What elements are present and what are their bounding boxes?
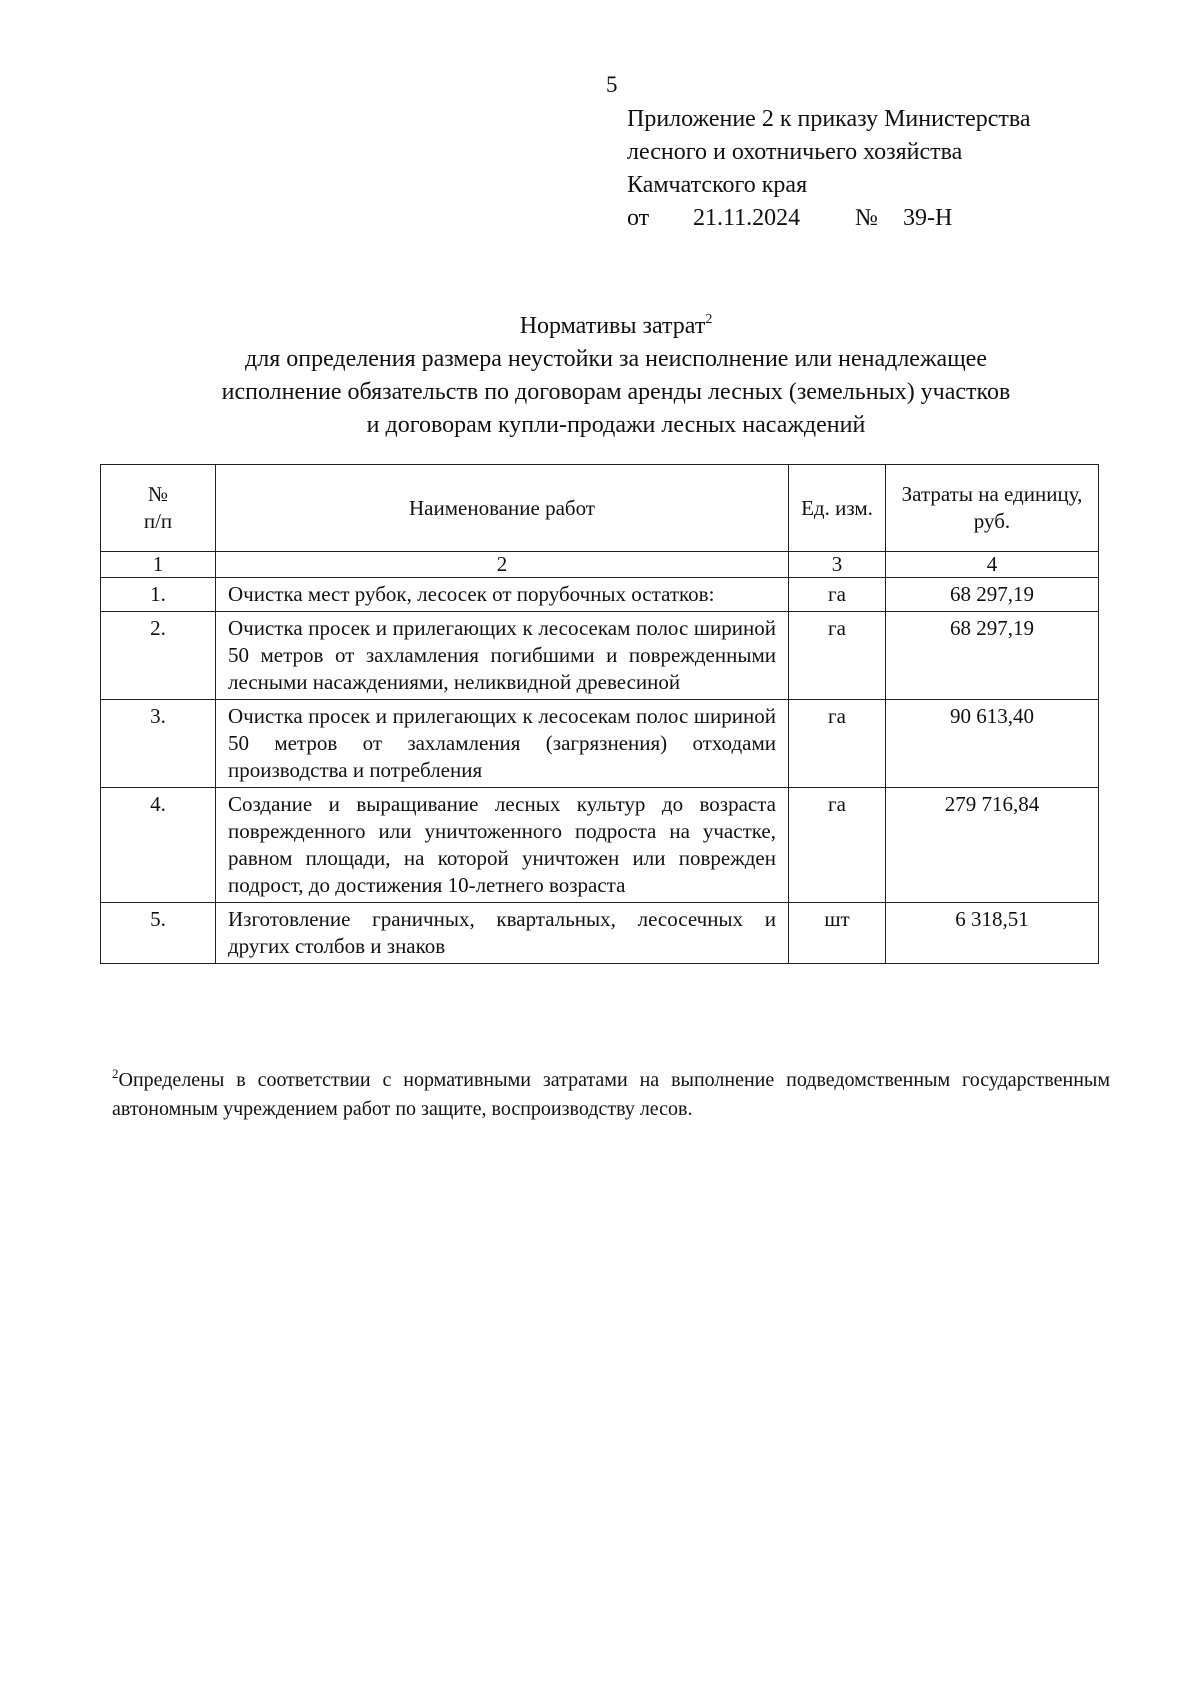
document-title — [0, 303, 1200, 442]
column-number-row — [101, 552, 1099, 578]
row-work-name: Очистка просек и прилегающих к лесосекам полос шириной 50 метров от захламления погибшими и поврежденными лесными насаждениями, неликвидной древесиной — [216, 612, 789, 700]
column-number: 2 — [216, 552, 789, 578]
table-row — [101, 788, 1099, 903]
footnote — [112, 1059, 1110, 1124]
table-row — [101, 903, 1099, 964]
from-label: от — [627, 205, 650, 231]
title-heading — [0, 303, 1200, 343]
header-number — [101, 465, 216, 552]
row-number: 4. — [101, 788, 216, 903]
footnote-text: Определены в соответствии с нормативными затратами на выполнение подведомственным государственным автономным учреждением работ по защите, воспроизводству лесов. — [112, 1069, 1110, 1120]
appendix-line-2: лесного и охотничьего хозяйства — [627, 139, 963, 165]
header-cost-line-2: руб. — [973, 509, 1011, 533]
row-work-name: Очистка просек и прилегающих к лесосекам полос шириной 50 метров от захламления (загрязнения) отходами производства и потребления — [216, 700, 789, 788]
cost-norms-table — [100, 464, 1099, 964]
row-unit: га — [789, 788, 886, 903]
appendix-line-1: Приложение 2 к приказу Министерства — [627, 106, 1031, 132]
title-footnote-mark: 2 — [705, 312, 713, 327]
header-cost — [886, 465, 1099, 552]
row-unit: га — [789, 578, 886, 612]
header-number-line-2: п/п — [143, 509, 173, 533]
appendix-header — [627, 103, 1031, 235]
header-number-line-1: № — [147, 482, 169, 506]
header-unit: Ед. изм. — [789, 465, 886, 552]
appendix-line-3: Камчатского края — [627, 172, 808, 198]
row-cost: 90 613,40 — [886, 700, 1099, 788]
title-line-3: исполнение обязательств по договорам аренды лесных (земельных) участков — [221, 379, 1011, 405]
header-work-name: Наименование работ — [216, 465, 789, 552]
table-row — [101, 612, 1099, 700]
row-cost: 6 318,51 — [886, 903, 1099, 964]
table-row — [101, 578, 1099, 612]
page-number: 5 — [606, 72, 618, 97]
order-date: 21.11.2024 — [693, 205, 801, 231]
row-unit: шт — [789, 903, 886, 964]
title-heading-text: Нормативы затрат — [519, 313, 706, 339]
column-number: 4 — [886, 552, 1099, 578]
row-work-name: Создание и выращивание лесных культур до возраста поврежденного или уничтоженного подроста на участке, равном площади, на которой уничтожен или поврежден подрост, до достижения 10-летнего возраста — [216, 788, 789, 903]
row-work-name: Очистка мест рубок, лесосек от порубочных остатков: — [216, 578, 789, 612]
row-cost: 68 297,19 — [886, 612, 1099, 700]
title-line-4: и договорам купли-продажи лесных насаждений — [366, 412, 866, 438]
title-line-2: для определения размера неустойки за неисполнение или ненадлежащее — [245, 346, 987, 372]
row-work-name: Изготовление граничных, квартальных, лесосечных и других столбов и знаков — [216, 903, 789, 964]
footnote-mark: 2 — [112, 1066, 119, 1081]
row-cost: 279 716,84 — [886, 788, 1099, 903]
appendix-order-details — [627, 202, 1031, 235]
header-cost-line-1: Затраты на единицу, — [901, 482, 1083, 506]
table-header-row — [101, 465, 1099, 552]
row-number: 5. — [101, 903, 216, 964]
row-cost: 68 297,19 — [886, 578, 1099, 612]
row-number: 2. — [101, 612, 216, 700]
table-row — [101, 700, 1099, 788]
row-number: 1. — [101, 578, 216, 612]
number-label: № — [855, 205, 878, 231]
column-number: 3 — [789, 552, 886, 578]
row-number: 3. — [101, 700, 216, 788]
row-unit: га — [789, 700, 886, 788]
column-number: 1 — [101, 552, 216, 578]
order-number: 39-Н — [903, 205, 953, 231]
row-unit: га — [789, 612, 886, 700]
